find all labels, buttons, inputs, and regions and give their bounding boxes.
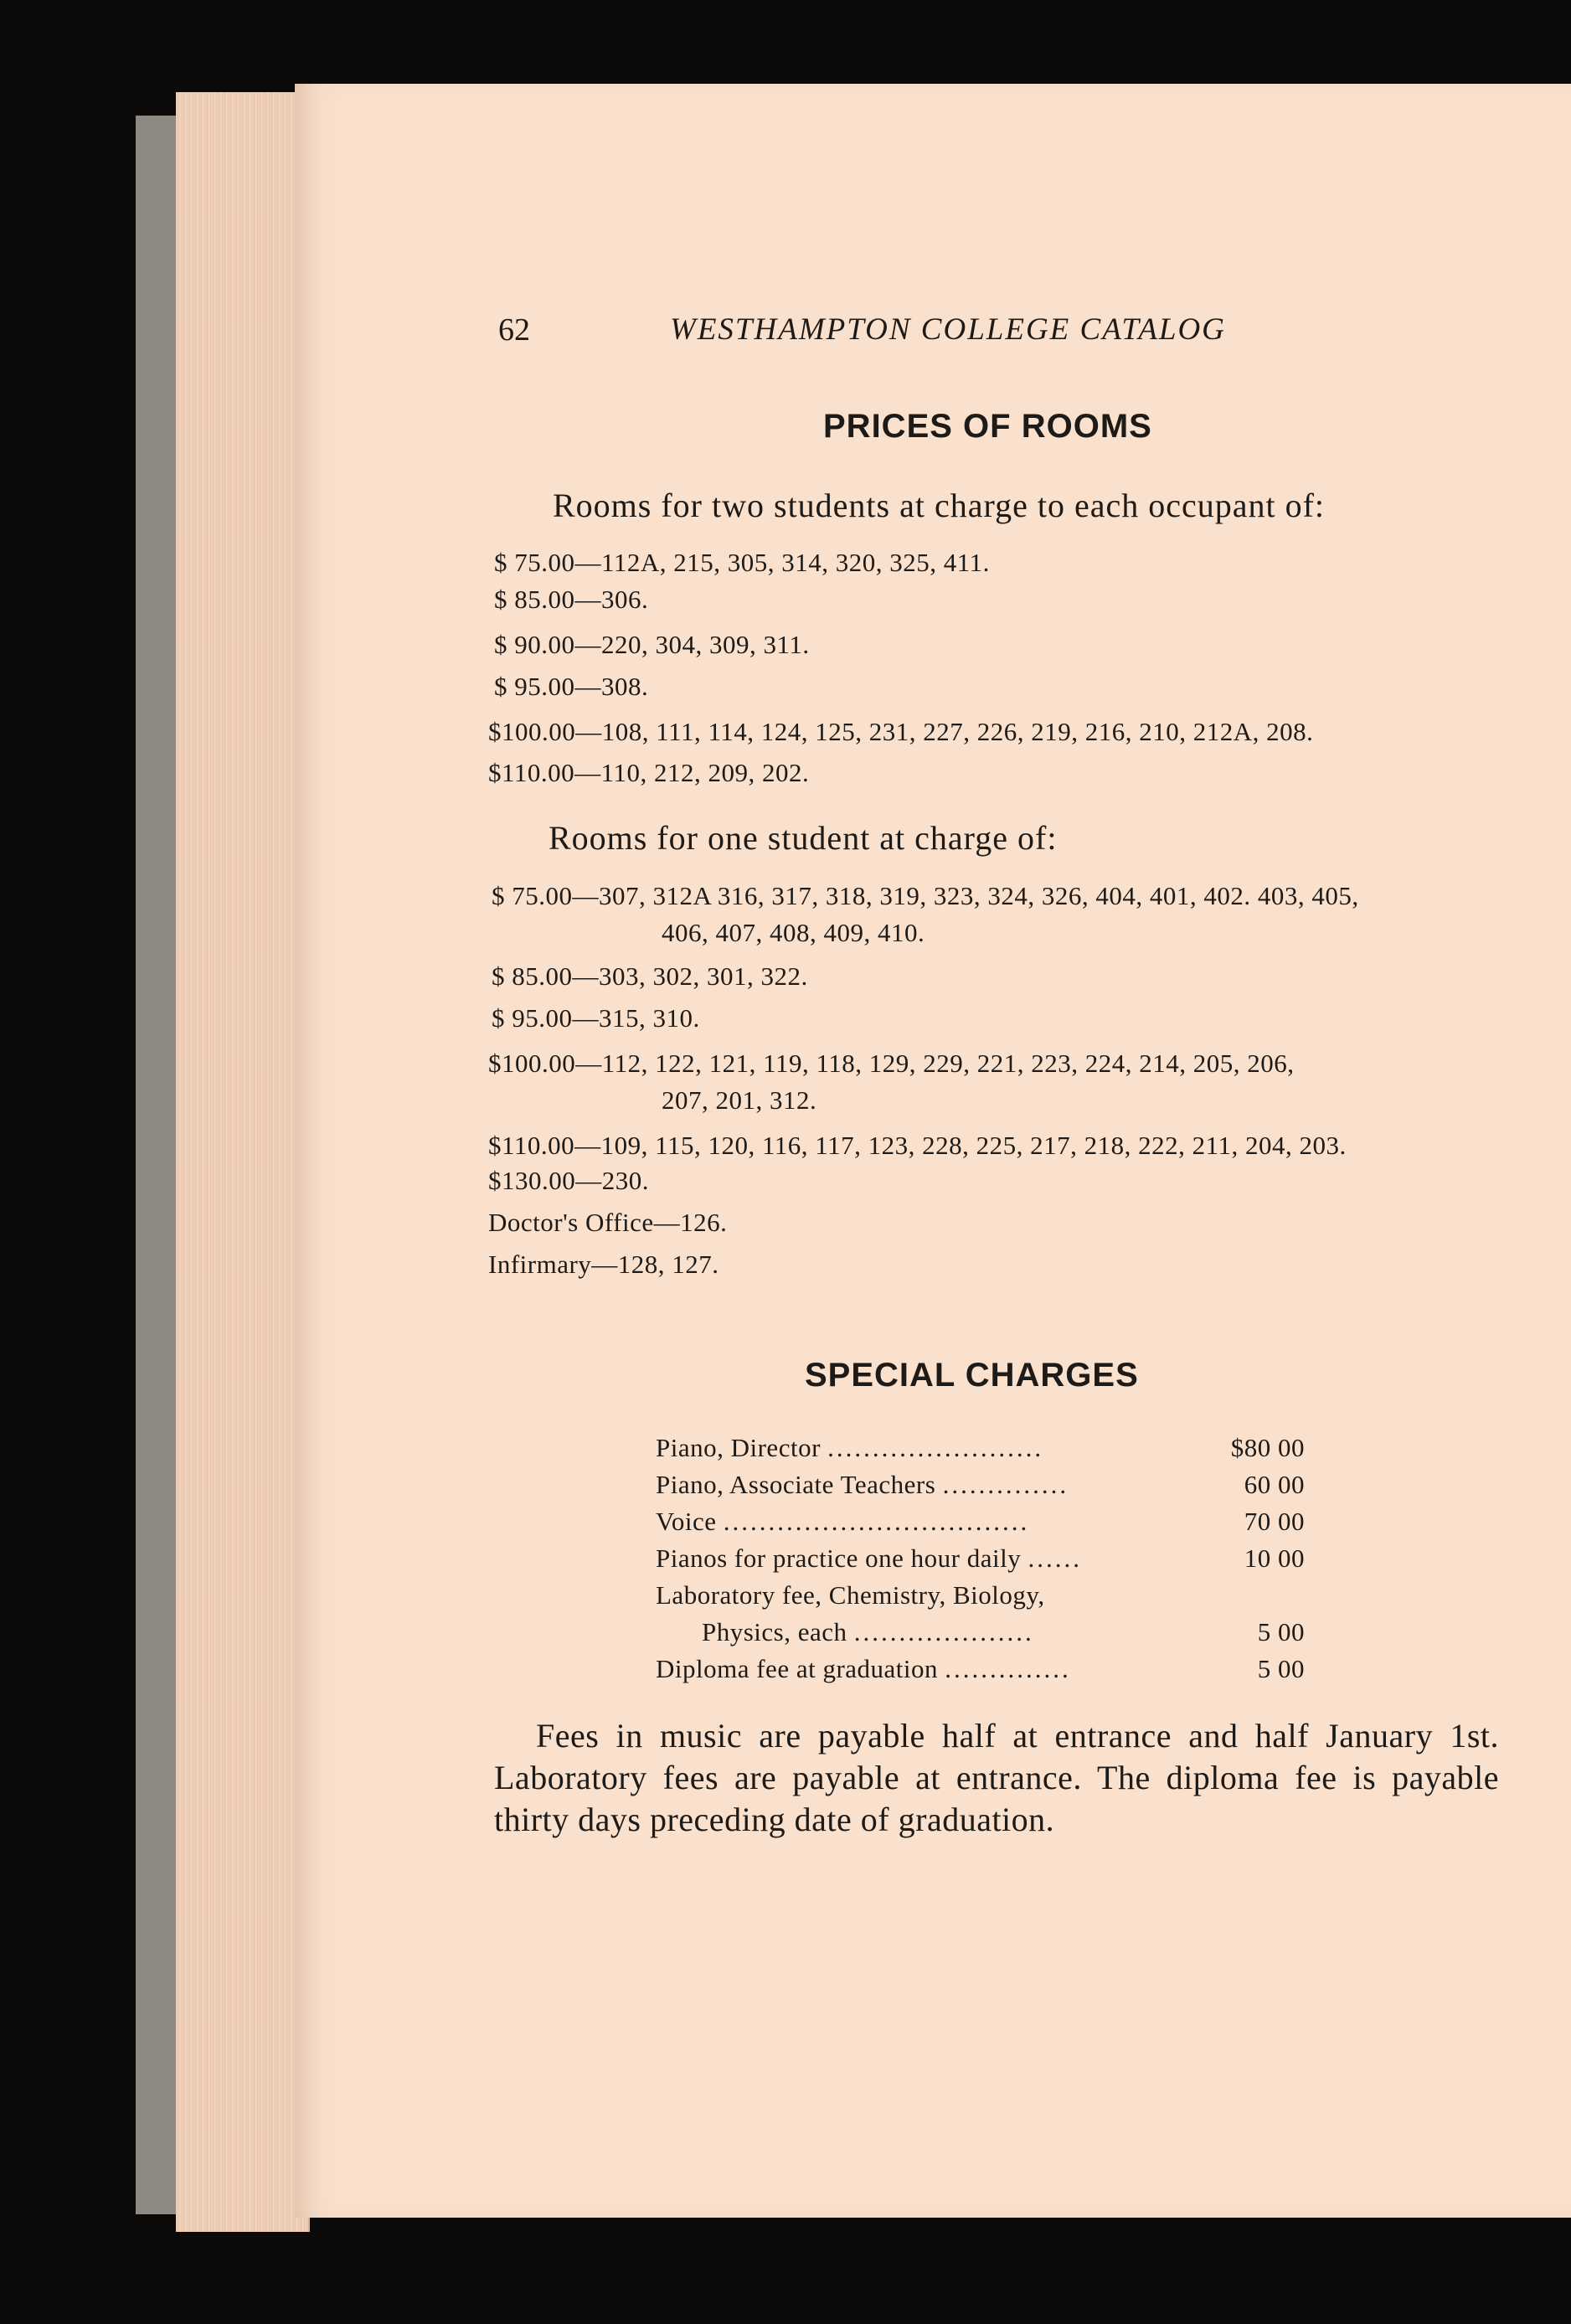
room-price-continuation: 406, 407, 408, 409, 410. (662, 918, 925, 947)
two-students-intro: Rooms for two students at charge to each occupant of: (553, 487, 1326, 524)
running-head: WESTHAMPTON COLLEGE CATALOG (670, 312, 1226, 347)
leader-dots: .................... (853, 1617, 1034, 1646)
charge-row (656, 1463, 1305, 1500)
room-price-line: $100.00—112, 122, 121, 119, 118, 129, 229, 221, 223, 224, 214, 205, 206, (488, 1049, 1295, 1078)
room-price-line: $110.00—110, 212, 209, 202. (488, 758, 810, 787)
one-student-intro: Rooms for one student at charge of: (549, 819, 1058, 857)
charge-amount: 5 00 (1257, 1617, 1305, 1646)
payment-note (494, 1715, 1499, 1841)
special-charges-table (656, 1426, 1305, 1684)
rooms-heading: PRICES OF ROOMS (823, 408, 1152, 445)
charge-row (656, 1610, 1305, 1647)
leader-dots: .................................. (723, 1507, 1030, 1536)
room-price-line: Doctor's Office—126. (488, 1208, 728, 1237)
charge-amount: 60 00 (1244, 1470, 1305, 1499)
room-price-line: $ 75.00—112A, 215, 305, 314, 320, 325, 411. (494, 548, 990, 577)
room-price-line: $130.00—230. (488, 1166, 649, 1195)
room-price-line: $ 95.00—308. (494, 672, 649, 701)
charge-amount (1204, 1574, 1305, 1610)
page-edges (176, 92, 310, 2232)
charge-label: Pianos for practice one hour daily (656, 1543, 1022, 1573)
charge-label: Diploma fee at graduation (656, 1654, 939, 1683)
room-price-line: Infirmary—128, 127. (488, 1250, 719, 1279)
charge-amount: $80 00 (1230, 1433, 1305, 1462)
page-number: 62 (498, 312, 530, 348)
charge-amount: 70 00 (1244, 1507, 1305, 1536)
charge-row (656, 1647, 1305, 1684)
room-price-line: $100.00—108, 111, 114, 124, 125, 231, 227, 226, 219, 216, 210, 212A, 208. (488, 717, 1314, 746)
room-price-line: $ 85.00—303, 302, 301, 322. (492, 961, 808, 991)
charge-amount: 10 00 (1244, 1543, 1305, 1573)
charge-label: Physics, each (702, 1617, 847, 1646)
leader-dots: .............. (942, 1470, 1069, 1499)
charge-label: Piano, Director (656, 1433, 821, 1462)
charge-label: Piano, Associate Teachers (656, 1470, 936, 1499)
charge-label: Voice (656, 1507, 717, 1536)
room-price-continuation: 207, 201, 312. (662, 1085, 817, 1115)
special-charges-heading: SPECIAL CHARGES (805, 1357, 1139, 1394)
charge-amount: 5 00 (1257, 1654, 1305, 1683)
leader-dots: .............. (945, 1654, 1071, 1683)
charge-row (656, 1426, 1305, 1463)
charge-row (656, 1537, 1305, 1574)
room-price-line: $ 85.00—306. (494, 585, 649, 614)
room-price-line: $ 95.00—315, 310. (492, 1003, 700, 1033)
leader-dots: ........................ (827, 1433, 1044, 1462)
charge-row (656, 1500, 1305, 1537)
leader-dots: ...... (1028, 1543, 1082, 1573)
charge-row (656, 1574, 1305, 1610)
payment-note-text: Fees in music are payable half at entrance and half January 1st. Laboratory fees are payable at entrance. The diploma fee is payable thirty days preceding date of graduation. (494, 1717, 1499, 1838)
room-price-line: $ 90.00—220, 304, 309, 311. (494, 630, 810, 659)
room-price-line: $110.00—109, 115, 120, 116, 117, 123, 228, 225, 217, 218, 222, 211, 204, 203. (488, 1131, 1347, 1160)
charge-label: Laboratory fee, Chemistry, Biology, (656, 1580, 1045, 1610)
room-price-line: $ 75.00—307, 312A 316, 317, 318, 319, 323, 324, 326, 404, 401, 402. 403, 405, (492, 881, 1359, 910)
